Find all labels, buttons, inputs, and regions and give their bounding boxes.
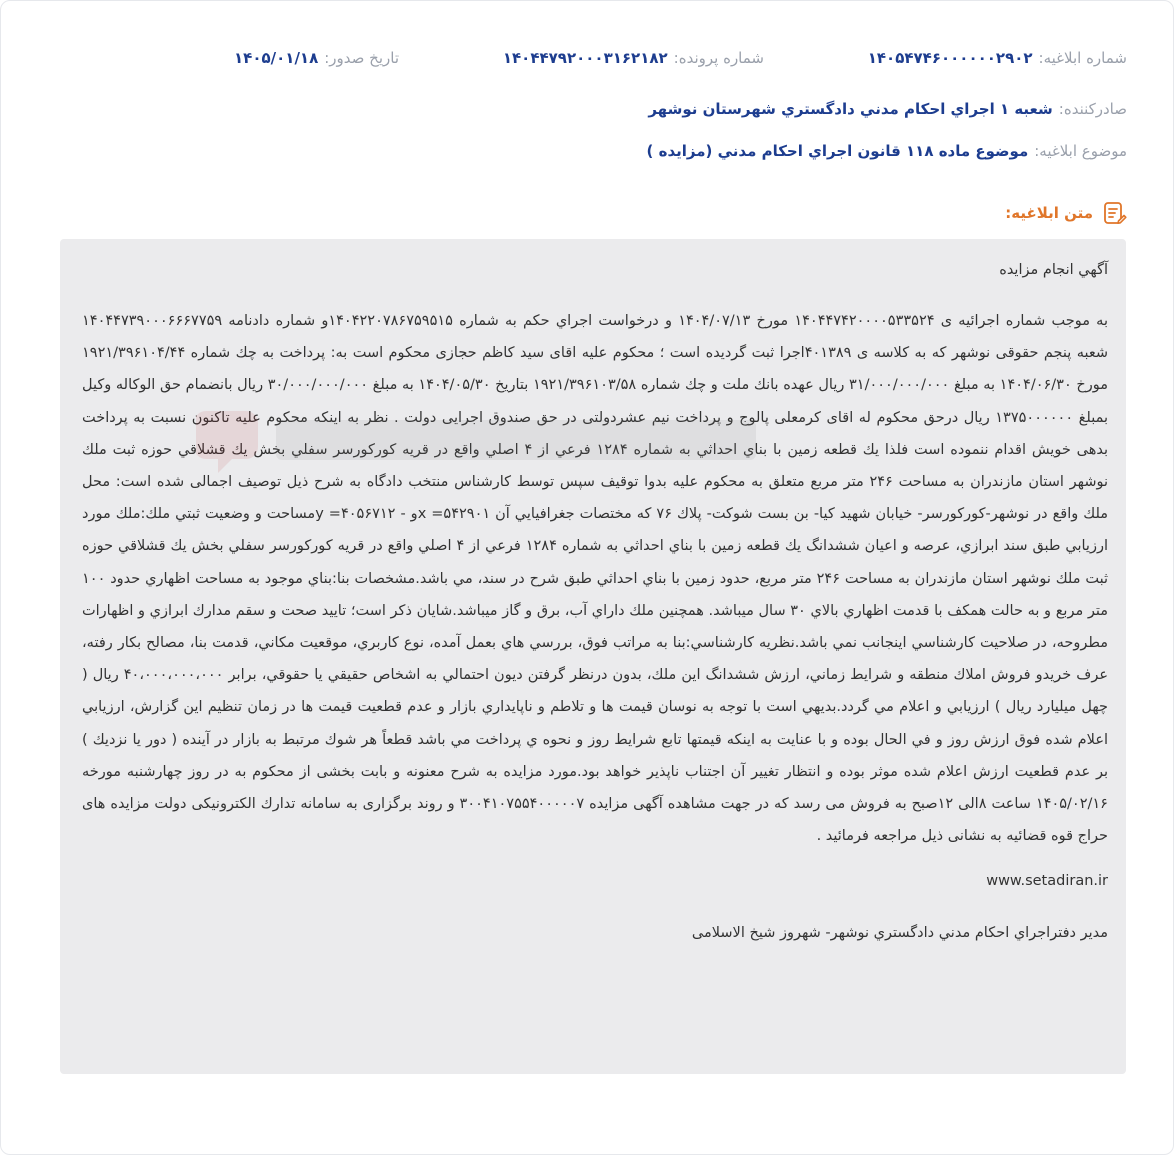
subject-label: موضوع ابلاغيه: <box>1034 142 1127 160</box>
notice-body: به موجب شماره اجرائيه ی ۱۴۰۴۴۷۴۲۰۰۰۰۵۳۳۵۲۴ مورخ ۱۴۰۴/۰۷/۱۳ و درخواست اجراي حكم به شماره ۱۴۰۴۲۲۰۷۸۶۷۵۹۵۱۵و شماره دادنامه ۱۴۰۴۴۷۳۹۰۰۰۶۶۶۷۷۵۹ شعبه پنجم حقوقی نوشهر كه به كلاسه ی ۴۰۱۳۸۹اجرا ثبت گرديده است ؛ محكوم عليه اقای سید کاظم حجازی محکوم است به: پرداخت به چك شماره ۱۹۲۱/۳۹۶۱۰۴/۴۴ مورخ ۱۴۰۴/۰۶/۳۰ به مبلغ ۳۱/۰۰۰/۰۰۰/۰۰۰ ريال عهده بانك ملت و چك شماره ۱۹۲۱/۳۹۶۱۰۳/۵۸ بتاريخ ۱۴۰۴/۰۵/۳۰ به مبلغ ۳۰/۰۰۰/۰۰۰/۰۰۰ ريال بانضمام حق الوكاله وكيل بمبلغ ۱۳۷۵۰۰۰۰۰۰ ريال درحق محكوم له اقای کرمعلی پالوج و پرداخت نيم عشردولتی در حق صندوق اجرايی دولت . نظر به اينكه محكوم عليه تاكنون نسبت به پرداخت بدهی خويش اقدام ننموده است فلذا يك قطعه زمين با بناي احداثي به شماره ۱۲۸۴ فرعي از ۴ اصلي واقع در قريه كوركورسر سفلي بخش يك قشلاقي حوزه ثبت ملك نوشهر استان مازندران به مساحت ۲۴۶ متر مربع متعلق به محكوم عليه بدوا توقيف سپس توسط كارشناس منتخب دادگاه به شرح ذيل توصيف اجمالی شده است: محل ملك واقع در نوشهر-كوركورسر- خيابان شهيد كيا- بن بست شوكت- پلاك ۷۶ كه مختصات جغرافيايي آن ۵۴۲۹۰۱= xو - ۴۰۵۶۷۱۲= y‌مساحت و وضعيت ثبتي ملك:ملك مورد ارزيابي طبق سند ابرازي، عرصه و اعيان ششدانگ يك قطعه زمين با بناي احداثي به شماره ۱۲۸۴ فرعي از ۴ اصلي واقع در قريه كوركورسر سفلي بخش يك قشلاقي حوزه ثبت ملك نوشهر استان مازندران به مساحت ۲۴۶ متر مربع، حدود زمين با بناي احداثي طبق شرح در سند، مي باشد.مشخصات بنا:بناي موجود به مساحت اظهاري حدود ۱۰۰ متر مربع و به حالت همكف با قدمت اظهاري بالاي ۳۰ سال ميباشد. همچنين ملك داراي آب، برق و گاز ميباشد.شايان ذكر است؛ تاييد صحت و سقم مدارك ابرازي و اظهارات مطروحه، در صلاحيت كارشناسي اينجانب نمي باشد.نظريه كارشناسي:بنا به مراتب فوق، بررسي هاي بعمل آمده، نوع كاربري، موقعيت مكاني، قدمت بنا، مصالح بكار رفته، عرف خريدو فروش املاك منطقه و شرايط زماني، ارزش ششدانگ اين ملك، بدون درنظر گرفتن ديون احتمالي به اشخاص حقيقي يا حقوقي، برابر ۴۰،۰۰۰،۰۰۰،۰۰۰ ريال ( چهل ميليارد ريال ) ارزيابي و اعلام مي گردد.بديهي است با توجه به نوسان قيمت ها و تلاطم و ناپايداري بازار و عدم قطعيت قيمت ها در زمان تنظيم اين گزارش، ارزيابي اعلام شده فوق ارزش روز و في الحال بوده و با عنايت به اينكه قيمتها تابع شرايط روز و نحوه ي پرداخت مي باشد قطعاً هر شوك مرتبط به بازار در آينده ( دور يا نزديك ) بر عدم قطعيت ارزش اعلام شده موثر بوده و انتظار تغيير آن اجتناب ناپذير خواهد بود.مورد مزايده به شرح معنونه و بابت بخشی از محکوم به در روز چهارشنبه مورخه ۱۴۰۵/۰۲/۱۶ ساعت ۸الی ۱۲صبح به فروش می رسد كه در جهت مشاهده آگهی مزايده ۳۰۰۴۱۰۷۵۵۴۰۰۰۰۰۷ و روند برگزاری به سامانه تدارك الكترونيكی دولت مزايده های حراج قوه قضائيه به نشانی ذيل مراجعه فرمائيد . <box>82 313 1109 845</box>
case-number-label: شماره پرونده: <box>673 49 764 67</box>
issue-date-value: ۱۴۰۵/۰۱/۱۸ <box>234 49 319 67</box>
issuer-value: شعبه ۱ اجراي احكام مدني دادگستري شهرستان نوشهر <box>648 100 1053 118</box>
issuer-label: صادرکننده: <box>1058 100 1127 118</box>
document-edit-icon <box>1101 200 1127 226</box>
notice-signature: مدير دفتراجراي احكام مدني دادگستري نوشهر- شهروز شيخ الاسلامی <box>691 925 1108 942</box>
subject-value: موضوع ماده ۱۱۸ قانون اجراي احكام مدني (مزايده ) <box>646 142 1029 160</box>
notice-link[interactable]: www.setadiran.ir <box>986 873 1108 890</box>
issuer-row <box>60 100 1127 118</box>
notice-number-value: ۱۴۰۵۴۷۴۶۰۰۰۰۰۰۲۹۰۲ <box>867 49 1033 67</box>
notice-number <box>868 49 1127 67</box>
notice-number-label: شماره ابلاغيه: <box>1038 49 1127 67</box>
subject-row <box>60 142 1127 160</box>
case-number <box>503 49 764 67</box>
case-number-value: ۱۴۰۴۴۷۹۲۰۰۰۳۱۶۲۱۸۲ <box>502 49 668 67</box>
issue-date-label: تاريخ صدور: <box>324 49 399 67</box>
notice-text-title: متن ابلاغيه: <box>1005 204 1093 222</box>
notice-text-header <box>1005 200 1127 226</box>
issue-date <box>234 49 399 67</box>
notice-text-box <box>60 239 1126 1074</box>
notice-heading: آگهي انجام مزايده <box>999 262 1108 278</box>
